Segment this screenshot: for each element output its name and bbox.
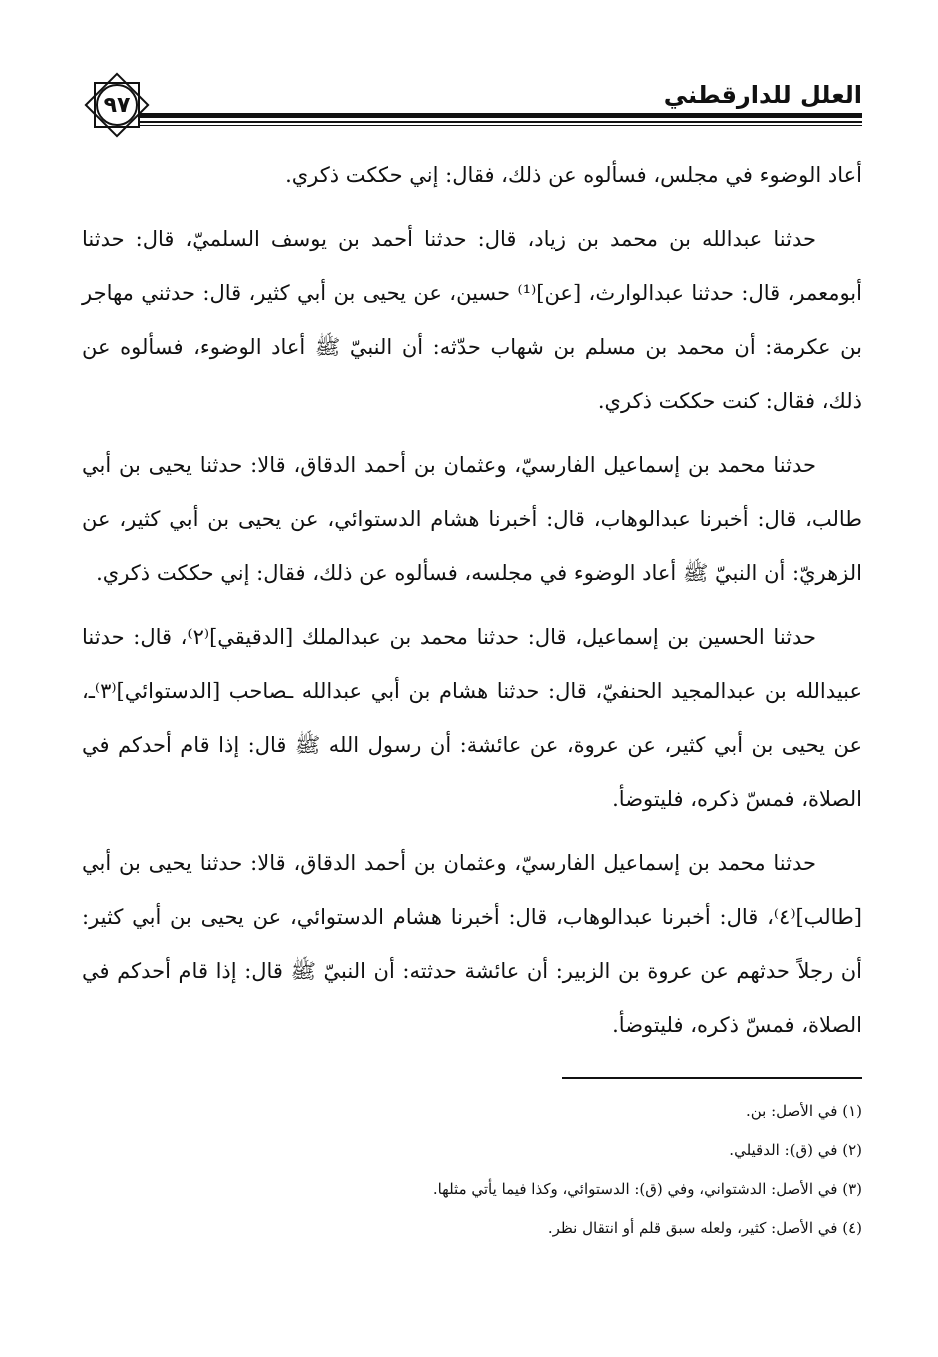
footnote: (٤) في الأصل: كثير، ولعله سبق قلم أو انتقال نظر. — [547, 1219, 862, 1237]
header-rule — [140, 113, 862, 127]
paragraph: حدثنا عبدالله بن محمد بن زياد، قال: حدثنا أحمد بن يوسف السلميّ، قال: حدثنا أبومعمر، قال: حدثنا عبدالوارث، [عن]⁽¹⁾ حسين، عن يحيى بن أبي كثير، قال: حدثني مهاجر بن عكرمة: أن محمد بن مسلم بن شهاب حدّثه: أن النبيّ ﷺ أعاد الوضوء، فسألوه عن ذلك، فقال: كنت حككت ذكري. — [82, 227, 862, 413]
footnote: (٣) في الأصل: الدشتواني، وفي (ق): الدستوائي، وكذا فيما يأتي مثلها. — [432, 1180, 862, 1198]
footnote: (١) في الأصل: بن. — [746, 1102, 862, 1120]
page-number-badge — [82, 70, 152, 140]
footnotes — [82, 1092, 862, 1248]
paragraph: حدثنا محمد بن إسماعيل الفارسيّ، وعثمان بن أحمد الدقاق، قالا: حدثنا يحيى بن أبي [طالب]⁽٤⁾، قال: أخبرنا عبدالوهاب، قال: أخبرنا هشام الدستوائي، عن يحيى بن أبي كثير: أن رجلاً حدثهم عن عروة بن الزبير: أن عائشة حدثته: أن النبيّ ﷺ قال: إذا قام أحدكم في الصلاة، فمسّ ذكره، فليتوضأ. — [82, 851, 862, 1037]
footnote-separator — [562, 1077, 862, 1079]
paragraph: حدثنا محمد بن إسماعيل الفارسيّ، وعثمان بن أحمد الدقاق، قالا: حدثنا يحيى بن أبي طالب، قال: أخبرنا عبدالوهاب، قال: أخبرنا هشام الدستوائي، عن يحيى بن أبي كثير، عن الزهريّ: أن النبيّ ﷺ أعاد الوضوء في مجلسه، فسألوه عن ذلك، فقال: إني حككت ذكري. — [82, 453, 862, 585]
running-header-title: العلل للدارقطني — [663, 81, 862, 109]
paragraph: أعاد الوضوء في مجلس، فسألوه عن ذلك، فقال: إني حككت ذكري. — [285, 163, 862, 187]
main-text — [82, 148, 862, 1062]
footnote: (٢) في (ق): الدقيلي. — [729, 1141, 862, 1159]
paragraph: حدثنا الحسين بن إسماعيل، قال: حدثنا محمد بن عبدالملك [الدقيقي]⁽٢⁾، قال: حدثنا عبيدالله بن عبدالمجيد الحنفيّ، قال: حدثنا هشام بن أبي عبدالله ـصاحب [الدستوائي]⁽٣⁾ـ، عن يحيى بن أبي كثير، عن عروة، عن عائشة: أن رسول الله ﷺ قال: إذا قام أحدكم في الصلاة، فمسّ ذكره، فليتوضأ. — [82, 625, 862, 811]
page-number: ٩٧ — [103, 92, 131, 118]
